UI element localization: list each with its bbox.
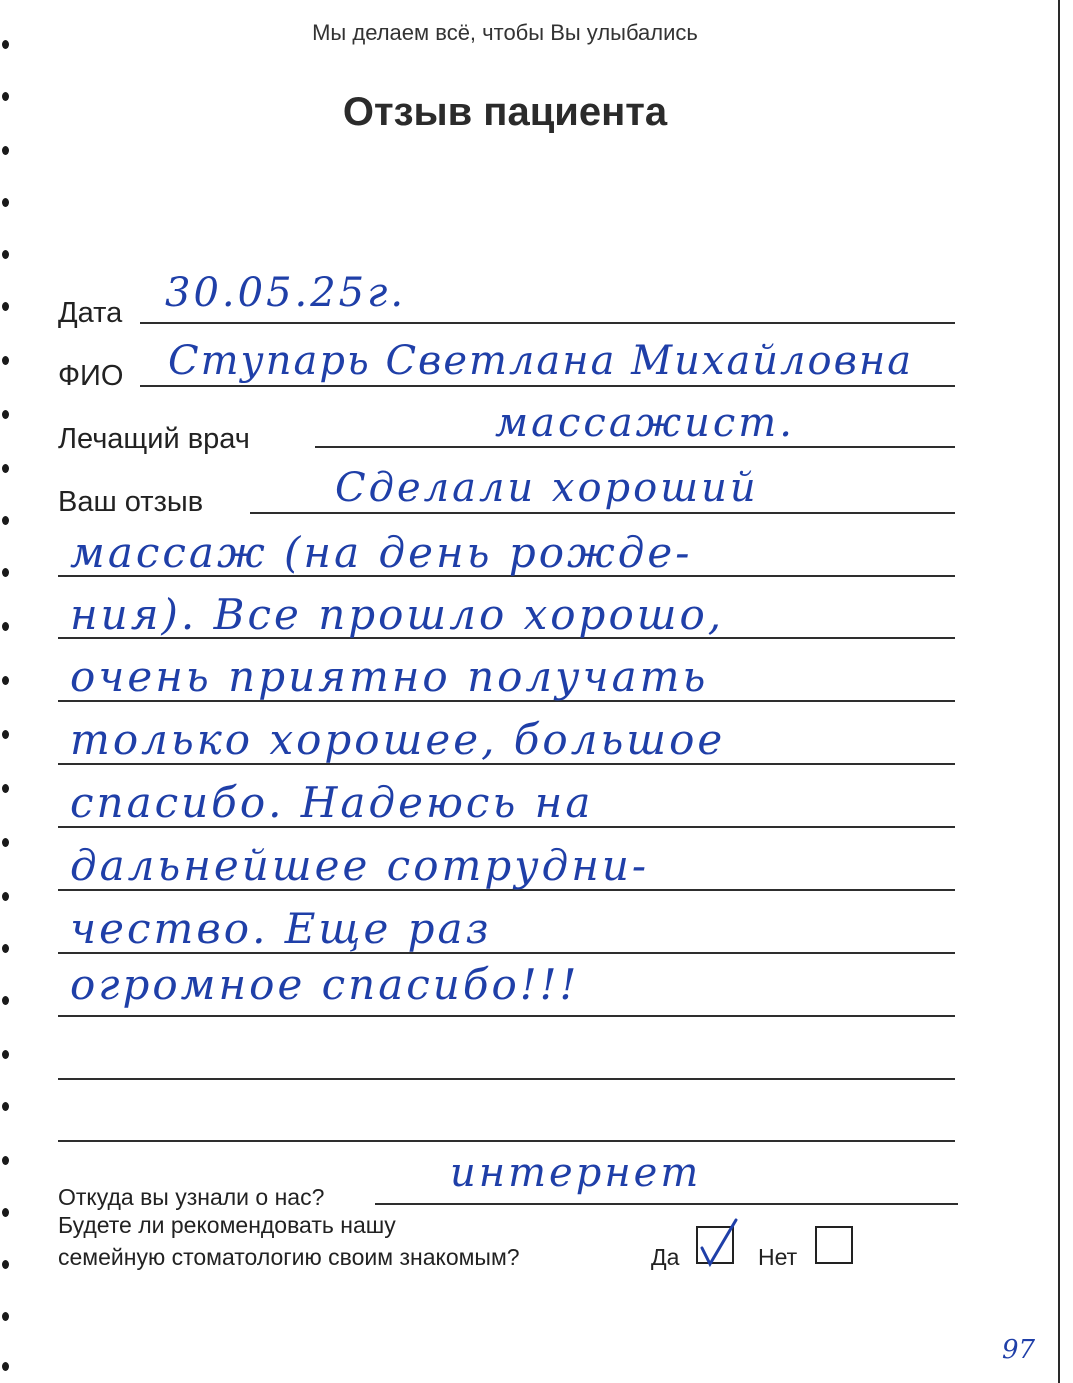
review-line-8[interactable]: чество. Еще раз: [70, 904, 492, 953]
review-line-4[interactable]: очень приятно получать: [70, 652, 709, 701]
date-rule: [140, 322, 955, 324]
recommend-question-line-1: Будете ли рекомендовать нашу: [58, 1212, 396, 1238]
page-number: 97: [1002, 1335, 1036, 1365]
check-mark-icon: [700, 1218, 740, 1268]
name-rule: [140, 385, 955, 387]
yes-checkbox[interactable]: [696, 1226, 734, 1264]
review-line-5[interactable]: только хорошее, большое: [70, 715, 726, 764]
review-line-7[interactable]: дальнейшее сотрудни-: [70, 841, 650, 890]
review-rule-11: [58, 1140, 955, 1142]
tagline: Мы делаем всё, чтобы Вы улыбались: [312, 20, 698, 45]
date-label: Дата: [58, 297, 123, 329]
yes-label: Да: [651, 1244, 680, 1270]
doctor-value[interactable]: массажист.: [495, 400, 795, 446]
doctor-rule: [315, 446, 955, 448]
review-line-3[interactable]: ния). Все прошло хорошо,: [70, 590, 725, 639]
review-rule-10: [58, 1078, 955, 1080]
page-edge-line: [1058, 0, 1060, 1383]
review-line-9[interactable]: огромное спасибо!!!: [70, 960, 580, 1009]
review-rule-9: [58, 1015, 955, 1017]
source-rule: [375, 1203, 958, 1205]
review-rule-1: [250, 512, 955, 514]
review-line-6[interactable]: спасибо. Надеюсь на: [70, 778, 594, 827]
name-value[interactable]: Ступарь Светлана Михайловна: [168, 338, 914, 384]
review-label: Ваш отзыв: [58, 486, 204, 518]
date-value[interactable]: 30.05.25г.: [165, 270, 407, 316]
no-label: Нет: [758, 1244, 798, 1270]
binding-holes: [0, 0, 14, 1383]
source-value[interactable]: интернет: [450, 1150, 702, 1196]
review-line-2[interactable]: массаж (на день рожде-: [70, 528, 693, 577]
recommend-question-line-2: семейную стоматологию своим знакомым?: [58, 1244, 520, 1270]
source-label: Откуда вы узнали о нас?: [58, 1184, 325, 1210]
doctor-label: Лечащий врач: [58, 423, 250, 455]
name-label: ФИО: [58, 360, 124, 392]
no-checkbox[interactable]: [815, 1226, 853, 1264]
review-line-1[interactable]: Сделали хороший: [335, 465, 759, 511]
form-title: Отзыв пациента: [342, 90, 668, 134]
